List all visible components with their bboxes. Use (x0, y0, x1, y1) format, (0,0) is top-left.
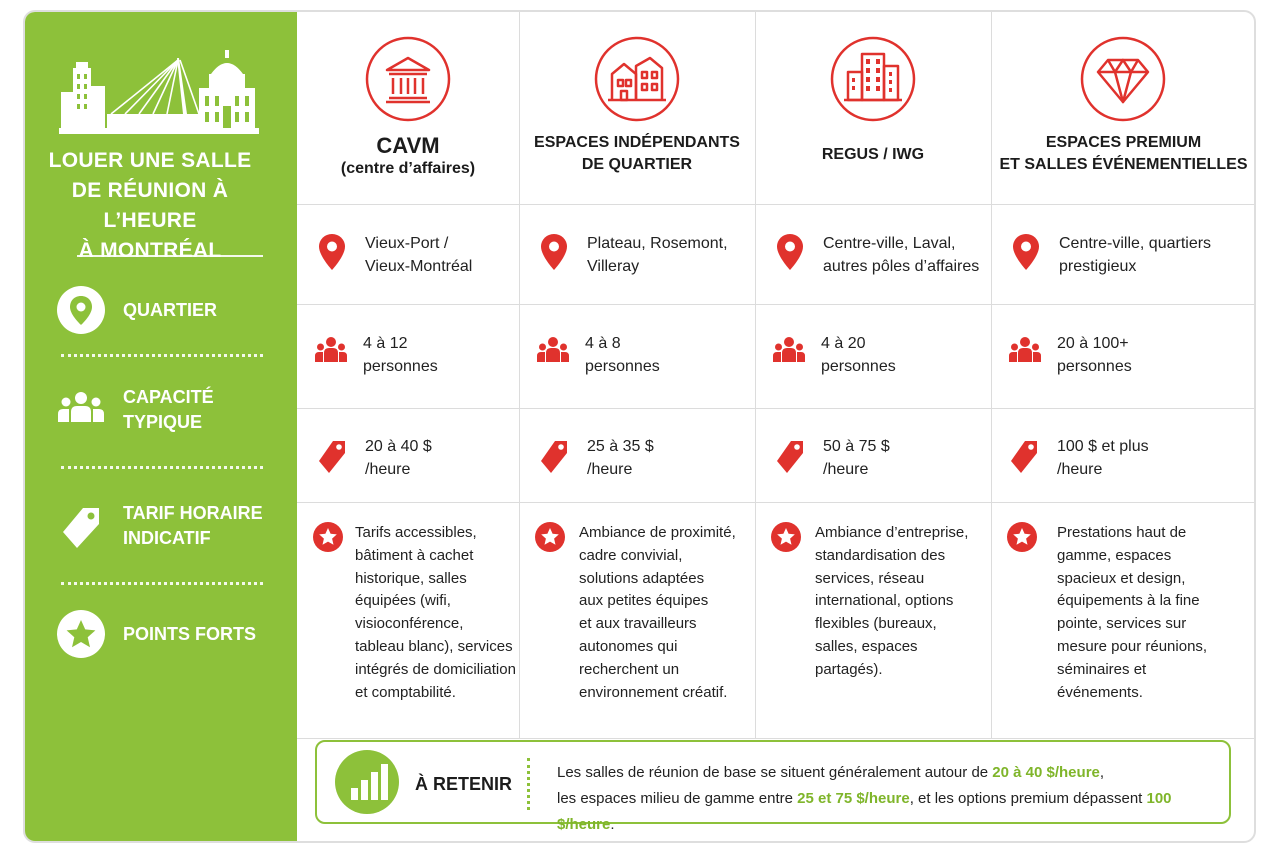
cell-quartier (319, 232, 515, 278)
cell-text: 20 à 100+ (1057, 335, 1129, 352)
points-forts-text (355, 522, 516, 704)
column-title-line: DE QUARTIER (581, 156, 693, 173)
montreal-skyline-icon (59, 48, 259, 134)
summary-text (557, 760, 1229, 838)
cell-text: 25 à 35 $ (587, 438, 654, 455)
cell-text: personnes (1057, 358, 1132, 375)
points-forts-text (579, 522, 736, 704)
cell-text: intégrés de domiciliation (355, 660, 516, 678)
cell-text: 4 à 8 (585, 335, 621, 352)
row-label-quartier (57, 280, 287, 340)
column-header-cavm (297, 12, 519, 204)
cell-text: visioconférence, (355, 615, 464, 633)
column-title-line: ESPACES INDÉPENDANTS (534, 134, 740, 151)
cell-text: autonomes qui (579, 637, 678, 655)
star-icon (57, 610, 105, 658)
row-label-text: TARIF HORAIRE (123, 503, 263, 523)
cell-text: personnes (821, 358, 896, 375)
cell-text: aux petites équipes (579, 592, 709, 610)
cell-text: mesure pour réunions, (1057, 637, 1208, 655)
star-icon (1007, 522, 1037, 552)
summary-box (315, 740, 1231, 833)
cell-text: 50 à 75 $ (823, 438, 890, 455)
cell-text: pointe, services sur (1057, 615, 1187, 633)
price-tag-icon (317, 437, 347, 473)
price-tag-icon (775, 437, 805, 473)
summary-line (557, 760, 1229, 786)
cell-text: /heure (1057, 461, 1103, 478)
cell-text: séminaires et (1057, 660, 1147, 678)
column-title (519, 132, 755, 176)
cell-text: 20 à 40 $ (365, 438, 432, 455)
cell-text: standardisation des (815, 546, 946, 564)
cell-text: événements. (1057, 683, 1143, 701)
office-building-icon (830, 36, 916, 122)
summary-highlight: 20 à 40 $/heure (992, 764, 1100, 781)
cell-text: historique, salles (355, 569, 467, 587)
column-subtitle: (centre d’affaires) (340, 160, 476, 177)
cell-quartier (1013, 232, 1249, 278)
cell-tarif (317, 435, 515, 481)
cell-text: gamme, espaces (1057, 546, 1172, 564)
summary-text-part: , (1099, 764, 1105, 781)
row-label-text: INDICATIF (123, 528, 211, 548)
cell-text: services, réseau (815, 569, 925, 587)
cell-text: équipements à la fine (1057, 592, 1200, 610)
cell-text: et comptabilité. (355, 683, 456, 701)
cell-text: équipées (wifi, (355, 592, 451, 610)
cell-text: /heure (587, 461, 633, 478)
title-line: DE RÉUNION À L’HEURE (71, 179, 229, 232)
cell-text: cadre convivial, (579, 546, 683, 564)
summary-title: À RETENIR (415, 774, 513, 794)
cell-quartier (541, 232, 751, 278)
cell-text: Vieux-Montréal (365, 258, 473, 275)
people-icon (773, 336, 805, 366)
cell-text: autres pôles d’affaires (823, 258, 980, 275)
people-icon (1009, 336, 1041, 366)
cell-points-forts (535, 522, 751, 704)
row-label-tarif (57, 496, 287, 556)
row-label-text: POINTS FORTS (123, 623, 257, 644)
title-line: LOUER UNE SALLE (48, 149, 252, 172)
cell-text: solutions adaptées (579, 569, 705, 587)
summary-text-part: les espaces milieu de gamme entre (557, 790, 798, 807)
cell-text: flexibles (bureaux, (815, 615, 937, 633)
cell-text: Centre-ville, quartiers (1059, 235, 1212, 252)
sidebar (25, 12, 297, 841)
cell-text: personnes (363, 358, 438, 375)
row-divider (297, 738, 1256, 739)
row-divider (297, 204, 1256, 205)
row-label-text: CAPACITÉ (123, 387, 214, 407)
star-icon (771, 522, 801, 552)
summary-highlight: 100 $/heure (557, 790, 1172, 833)
cell-text: tableau blanc), services (355, 637, 513, 655)
cell-tarif (1009, 435, 1249, 481)
cell-text: et aux travailleurs (579, 615, 697, 633)
cell-text: international, options (815, 592, 954, 610)
cell-text: Villeray (587, 258, 640, 275)
summary-highlight: 25 et 75 $/heure (797, 790, 910, 807)
star-icon (535, 522, 565, 552)
diamond-icon (1080, 36, 1166, 122)
cell-text: prestigieux (1059, 258, 1137, 275)
cell-text: recherchent un (579, 660, 680, 678)
row-divider (297, 304, 1256, 305)
title-divider (77, 255, 263, 257)
cell-text: 4 à 20 (821, 335, 866, 352)
summary-text-part: . (610, 816, 615, 833)
cell-points-forts (1007, 522, 1251, 704)
page-title (25, 146, 275, 266)
column-title (991, 132, 1256, 176)
location-pin-icon (777, 234, 803, 270)
points-forts-text (1057, 522, 1207, 704)
cell-tarif (775, 435, 985, 481)
cell-text: Plateau, Rosemont, (587, 235, 728, 252)
cell-capacite (1009, 332, 1249, 378)
cell-text: /heure (365, 461, 411, 478)
column-header-regus (755, 12, 991, 204)
row-label-points-forts (57, 604, 287, 664)
cell-text: Ambiance de proximité, (579, 524, 736, 541)
cell-text: personnes (585, 358, 660, 375)
dotted-divider (61, 354, 263, 357)
summary-line (557, 786, 1229, 838)
star-icon (313, 522, 343, 552)
column-title: CAVM (376, 133, 440, 158)
column-title-line: ET SALLES ÉVÉNEMENTIELLES (999, 156, 1248, 173)
summary-text-part: Les salles de réunion de base se situent généralement autour de (557, 764, 993, 781)
location-pin-icon (541, 234, 567, 270)
cell-text: 100 $ et plus (1057, 438, 1149, 455)
bar-chart-icon (335, 750, 399, 814)
column-title: REGUS / IWG (821, 146, 925, 163)
cell-text: Centre-ville, Laval, (823, 235, 956, 252)
price-tag-icon (1009, 437, 1039, 473)
people-icon (315, 336, 347, 366)
title-line: À MONTRÉAL (78, 239, 222, 262)
cell-text: bâtiment à cachet (355, 546, 474, 564)
column-header-independants (519, 12, 755, 204)
location-pin-icon (57, 286, 105, 334)
houses-icon (594, 36, 680, 122)
dotted-divider (527, 758, 530, 810)
cell-capacite (537, 332, 749, 378)
comparison-card (23, 10, 1256, 843)
people-icon (537, 336, 569, 366)
cell-text: /heure (823, 461, 869, 478)
cell-text: Tarifs accessibles, (355, 524, 477, 541)
price-tag-icon (539, 437, 569, 473)
points-forts-text (815, 522, 968, 682)
cell-text: 4 à 12 (363, 335, 408, 352)
row-label-text: QUARTIER (123, 299, 217, 320)
price-tag-icon (57, 502, 105, 550)
column-title-line: ESPACES PREMIUM (1045, 134, 1202, 151)
row-divider (297, 408, 1256, 409)
location-pin-icon (1013, 234, 1039, 270)
cell-quartier (777, 232, 989, 278)
row-label-text: TYPIQUE (123, 412, 203, 432)
cell-capacite (315, 332, 515, 378)
row-label-capacite (57, 380, 287, 440)
row-divider (297, 502, 1256, 503)
cell-text: environnement créatif. (579, 683, 728, 701)
cell-text: spacieux et design, (1057, 569, 1186, 587)
cell-text: Prestations haut de (1057, 524, 1187, 541)
summary-text-part: , et les options premium dépassent (909, 790, 1147, 807)
location-pin-icon (319, 234, 345, 270)
cell-points-forts (771, 522, 989, 682)
cell-text: partagés). (815, 660, 883, 678)
cell-text: Ambiance d’entreprise, (815, 524, 969, 541)
cell-capacite (773, 332, 985, 378)
cell-points-forts (313, 522, 517, 704)
column-header-premium (991, 12, 1256, 204)
people-icon (57, 386, 105, 434)
courthouse-icon (365, 36, 451, 122)
dotted-divider (61, 582, 263, 585)
cell-tarif (539, 435, 749, 481)
cell-text: Vieux-Port / (365, 235, 449, 252)
cell-text: salles, espaces (815, 637, 918, 655)
dotted-divider (61, 466, 263, 469)
